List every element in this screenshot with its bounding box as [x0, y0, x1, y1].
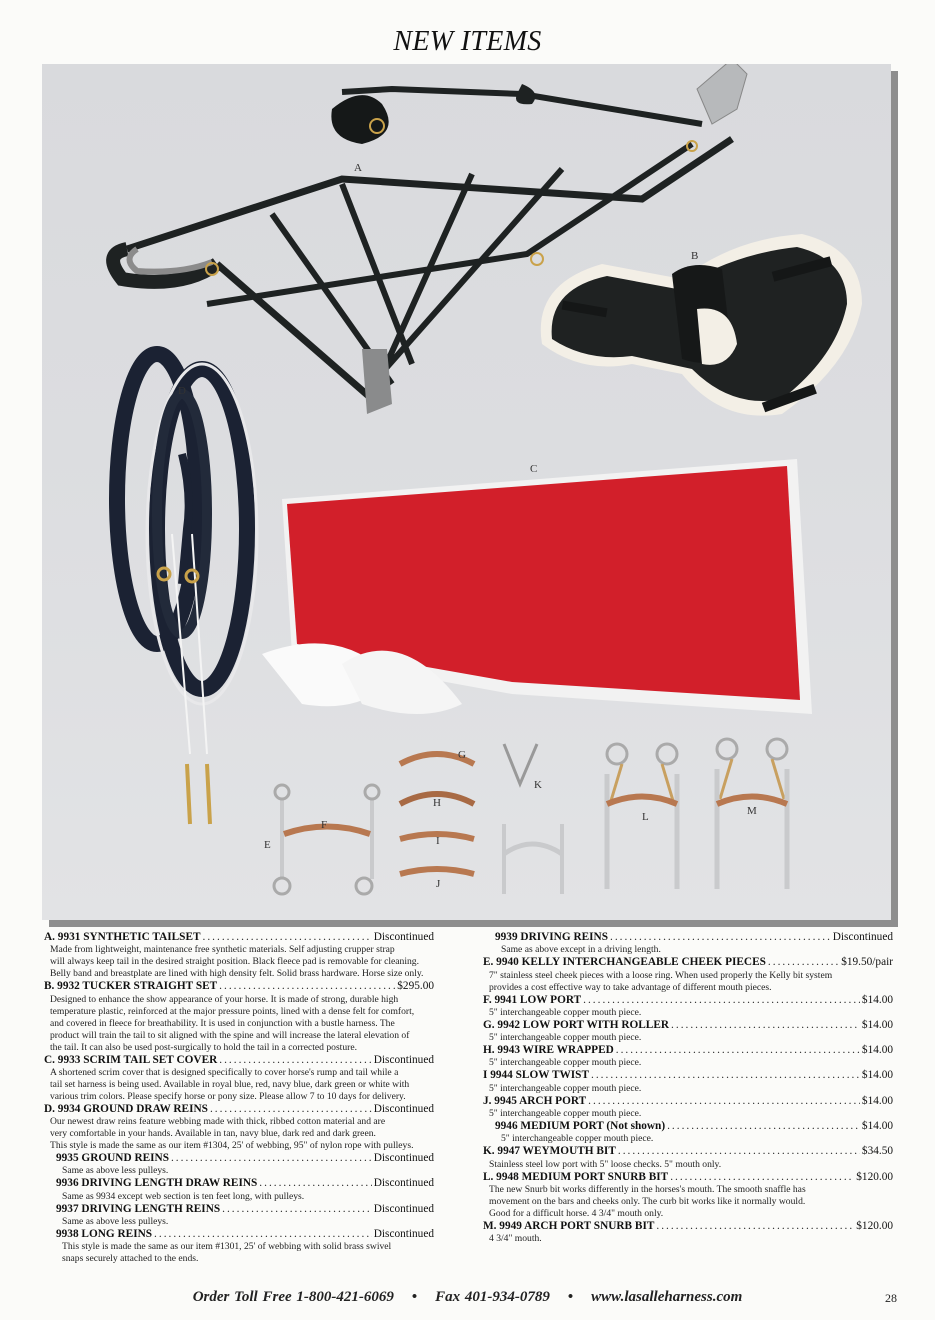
product-name: M. 9949 ARCH PORT SNURB BIT	[483, 1219, 655, 1232]
product-item	[483, 994, 893, 1019]
dot-leader	[171, 1152, 372, 1165]
product-name: 9939 DRIVING REINS	[495, 931, 608, 943]
product-row	[44, 1152, 434, 1165]
dot-leader	[656, 1220, 854, 1233]
label-e: E	[264, 839, 271, 851]
product-row	[483, 1019, 893, 1032]
product-item	[483, 1095, 893, 1120]
label-m: M	[747, 805, 757, 817]
product-name: 9938 LONG REINS	[56, 1228, 153, 1241]
product-row	[44, 980, 434, 993]
product-illustration	[42, 64, 891, 920]
product-description: This style is made the same as our item #1301, 25' of webbing with solid brass swivel snaps securely attached to the ends.	[62, 1241, 392, 1265]
product-item	[44, 1152, 434, 1177]
dot-leader	[616, 1044, 860, 1057]
product-name: G. 9942 LOW PORT WITH ROLLER	[483, 1018, 670, 1031]
dot-leader	[259, 1177, 371, 1190]
product-item	[483, 1044, 893, 1069]
product-name: I 9944 SLOW TWIST	[483, 1069, 590, 1082]
product-name: C. 9933 SCRIM TAIL SET COVER	[44, 1053, 218, 1066]
product-name: 9937 DRIVING LENGTH REINS	[56, 1202, 221, 1215]
label-f: F	[321, 819, 328, 831]
scrim-cover	[262, 459, 812, 714]
product-price: Discontinued	[373, 1177, 434, 1190]
product-name: K. 9947 WEYMOUTH BIT	[483, 1145, 616, 1158]
product-row	[483, 1120, 893, 1133]
dot-leader	[588, 1095, 860, 1108]
dot-leader	[618, 1145, 860, 1158]
product-name: 9936 DRIVING LENGTH DRAW REINS	[56, 1177, 258, 1190]
product-price: Discontinued	[373, 1102, 434, 1115]
product-description: Same as above except in a driving length.	[501, 944, 661, 956]
product-row	[44, 1103, 434, 1116]
product-description: 5" interchangeable copper mouth piece.	[489, 1108, 642, 1120]
product-row	[483, 1220, 893, 1233]
product-price: $14.00	[861, 1094, 893, 1107]
product-name: 9935 GROUND REINS	[56, 1152, 169, 1165]
dot-leader	[591, 1069, 860, 1082]
product-description: Same as 9934 except web section is ten feet long, with pulleys.	[62, 1190, 305, 1202]
fax-number: Fax 401-934-0789	[435, 1289, 550, 1305]
dot-leader	[219, 1054, 371, 1067]
product-row	[483, 956, 893, 969]
product-description: 5" interchangeable copper mouth piece.	[489, 1057, 642, 1069]
page-title: NEW ITEMS	[393, 26, 542, 57]
product-row	[483, 1145, 893, 1158]
product-description: Designed to enhance the show appearance of your horse. It is made of strong, durable high temperature plastic, reinforced at the major pressure points, lined with a dense felt for comfort, and covered in fleece for breathability. It is used in conjunction with a bustle harness. The product will train the tail to sit aligned with the spine and will increase the lateral elevation of the tail. It can also be used post-surgically to hold the tail in a corrected posture.	[50, 993, 415, 1053]
product-name: J. 9945 ARCH PORT	[483, 1094, 587, 1107]
product-name: 9946 MEDIUM PORT (Not shown)	[495, 1120, 666, 1133]
product-row	[483, 1044, 893, 1057]
product-item	[44, 1228, 434, 1265]
product-price: $14.00	[861, 1018, 893, 1031]
product-price: $14.00	[861, 1120, 893, 1133]
product-row	[483, 931, 893, 944]
label-d: D	[178, 385, 186, 397]
dot-leader	[154, 1228, 372, 1241]
dot-leader	[203, 931, 372, 944]
label-i: I	[436, 835, 440, 847]
product-item	[483, 956, 893, 993]
label-h: H	[433, 797, 441, 809]
product-description: Same as above less pulleys.	[62, 1216, 169, 1228]
product-name: B. 9932 TUCKER STRAIGHT SET	[44, 980, 218, 993]
product-description: 5" interchangeable copper mouth piece.	[489, 1082, 642, 1094]
product-name: L. 9948 MEDIUM PORT SNURB BIT	[483, 1170, 669, 1183]
label-g: G	[458, 749, 466, 761]
product-row	[44, 1177, 434, 1190]
product-price: $14.00	[861, 1044, 893, 1057]
product-price: $120.00	[856, 1219, 893, 1232]
product-item	[44, 931, 434, 980]
product-item	[44, 1177, 434, 1202]
product-price: Discontinued	[832, 931, 893, 943]
dot-leader	[583, 994, 860, 1007]
product-description: Our newest draw reins feature webbing made with thick, ribbed cotton material and are very comfortable in your hands. Available in tan, navy blue, dark red and dark green. This style is made the same as our item #1304, 25' of webbing, 95" of nylon rope with pulleys.	[50, 1116, 414, 1152]
product-list-left	[44, 931, 434, 1265]
website-link[interactable]: www.lasalleharness.com	[591, 1289, 743, 1305]
footer-contact	[0, 1289, 935, 1306]
label-a: A	[354, 162, 362, 174]
dot-leader	[768, 956, 839, 969]
product-photo	[42, 64, 891, 920]
product-row	[483, 1095, 893, 1108]
product-row	[483, 1069, 893, 1082]
label-l: L	[642, 811, 649, 823]
product-description: Stainless steel low port with 5" loose checks. 5" mouth only.	[489, 1158, 722, 1170]
product-price: $120.00	[856, 1170, 893, 1183]
product-row	[483, 1171, 893, 1184]
product-price: Discontinued	[373, 1228, 434, 1241]
phone-number[interactable]: Order Toll Free 1-800-421-6069	[192, 1289, 394, 1305]
product-item	[44, 1203, 434, 1228]
product-row	[44, 1054, 434, 1067]
product-description: 5" interchangeable copper mouth piece.	[489, 1006, 642, 1018]
product-description: 5" interchangeable copper mouth piece.	[489, 1032, 642, 1044]
product-row	[44, 1203, 434, 1216]
product-description: Made from lightweight, maintenance free synthetic materials. Self adjusting crupper strap will always keep tail in the desired straight position. Black fleece pad is removable for cleaning. Belly band and breastplate are lined with high density felt. Solid brass hardware. Horse size only.	[50, 944, 424, 980]
dot-leader	[210, 1103, 372, 1116]
product-description: Same as above less pulleys.	[62, 1165, 169, 1177]
product-item	[483, 1145, 893, 1170]
product-price: Discontinued	[373, 1053, 434, 1066]
label-c: C	[530, 463, 538, 475]
product-item	[483, 931, 893, 956]
bits	[274, 739, 787, 894]
product-item	[44, 980, 434, 1053]
dot-leader	[219, 980, 395, 993]
draw-reins	[117, 354, 257, 824]
product-name: E. 9940 KELLY INTERCHANGEABLE CHEEK PIECES	[483, 956, 766, 969]
product-row	[483, 994, 893, 1007]
product-item	[483, 1120, 893, 1145]
product-item	[483, 1069, 893, 1094]
product-description: A shortened scrim cover that is designed specifically to cover horse's rump and tail while a tail set harness is being used. Available in royal blue, red, navy blue, dark green or white with various trim colors. Please specify horse or pony size. Please allow 7 to 10 days for delivery.	[50, 1066, 410, 1102]
product-price: $14.00	[861, 1069, 893, 1082]
product-description: 7" stainless steel cheek pieces with a loose ring. When used properly the Kelly bit system provides a cost effective way to take advantage of different mouth pieces.	[489, 969, 833, 993]
product-description: 4 3/4" mouth.	[489, 1233, 542, 1245]
product-row	[44, 1228, 434, 1241]
dot-leader	[222, 1203, 372, 1216]
product-description: The new Snurb bit works differently in the horses's mouth. The smooth snaffle has movement on the bars and cheeks only. The curb bit works like it normally would. Good for a difficult horse. 4 3/4" mouth only.	[489, 1183, 806, 1219]
label-b: B	[691, 250, 699, 262]
label-k: K	[534, 779, 542, 791]
dot-leader	[667, 1120, 860, 1133]
product-description: 5" interchangeable copper mouth piece.	[501, 1133, 654, 1145]
footer-separator: •	[411, 1289, 418, 1305]
product-price: $19.50/pair	[841, 956, 893, 969]
product-price: Discontinued	[373, 931, 434, 943]
label-j: J	[436, 878, 441, 890]
dot-leader	[670, 1171, 854, 1184]
product-name: F. 9941 LOW PORT	[483, 993, 582, 1006]
product-name: H. 9943 WIRE WRAPPED	[483, 1044, 614, 1057]
product-price: Discontinued	[373, 1202, 434, 1215]
product-name: D. 9934 GROUND DRAW REINS	[44, 1102, 208, 1115]
product-row	[44, 931, 434, 944]
product-item	[44, 1103, 434, 1152]
footer-separator: •	[567, 1289, 574, 1305]
product-price: $14.00	[861, 993, 893, 1006]
product-list-right	[483, 931, 893, 1245]
product-price: $295.00	[397, 980, 434, 993]
product-item	[483, 1019, 893, 1044]
product-item	[483, 1171, 893, 1220]
product-item	[483, 1220, 893, 1245]
page-number: 28	[885, 1291, 897, 1305]
product-price: $34.50	[861, 1145, 893, 1158]
dot-leader	[610, 931, 831, 944]
tucker-straight-set	[541, 234, 862, 416]
product-name: A. 9931 SYNTHETIC TAILSET	[44, 931, 201, 943]
dot-leader	[671, 1019, 860, 1032]
product-item	[44, 1054, 434, 1103]
product-price: Discontinued	[373, 1152, 434, 1165]
